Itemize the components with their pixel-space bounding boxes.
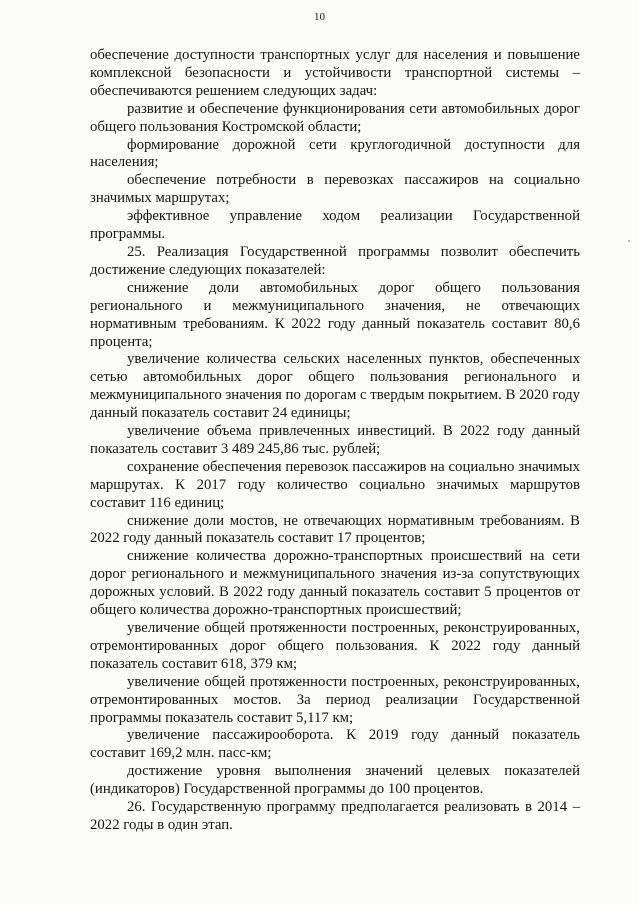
paragraph-task-3: обеспечение потребности в перевозках пассажиров на социально значимых маршрутах; [90, 172, 580, 207]
paragraph-indicator-9: увеличение пассажирооборота. К 2019 году данный показатель составит 169,2 млн. пасс-км; [90, 727, 580, 762]
paragraph-indicator-10: достижение уровня выполнения значений целевых показателей (индикаторов) Государственной программы до 100 процентов. [90, 763, 580, 798]
paragraph-task-1: развитие и обеспечение функционирования сети автомобильных дорог общего пользования Костромской области; [90, 100, 580, 135]
paragraph-indicator-3: увеличение объема привлеченных инвестиций. В 2022 году данный показатель составит 3 489 245,86 тыс. рублей; [90, 423, 580, 457]
paragraph-indicator-8: увеличение общей протяженности построенных, реконструированных, отремонтированных мостов. За период реализации Государственной программы показатель составит 5,117 км; [90, 673, 580, 726]
scan-speck [628, 240, 630, 242]
paragraph-indicator-7: увеличение общей протяженности построенных, реконструированных, отремонтированных дорог общего пользования. К 2022 году данный показатель составит 618, 379 км; [90, 620, 580, 672]
paragraph-indicator-1: снижение доли автомобильных дорог общего пользования регионального и межмуниципального значения, не отвечающих нормативным требованиям. К 2022 году данный показатель составит 80,6 процента; [90, 279, 580, 350]
document-body [90, 47, 580, 835]
paragraph-item-25: 25. Реализация Государственной программы позволит обеспечить достижение следующих показателей: [90, 243, 580, 278]
page-number: 10 [314, 11, 325, 23]
paragraph-indicator-4: сохранение обеспечения перевозок пассажиров на социально значимых маршрутах. К 2017 году количество социально значимых маршрутов составит 116 единиц; [90, 458, 580, 511]
paragraph-indicator-5: снижение доли мостов, не отвечающих нормативным требованиям. В 2022 году данный показатель составит 17 процентов; [90, 512, 580, 547]
paragraph-task-4: эффективное управление ходом реализации Государственной программы. [90, 208, 580, 243]
paragraph-indicator-2: увеличение количества сельских населенных пунктов, обеспеченных сетью автомобильных дорог общего пользования регионального и межмуниципального значения по дорогам с твердым покрытием. В 2020 году данный показатель составит 24 единицы; [90, 351, 580, 422]
paragraph-item-26: 26. Государственную программу предполагается реализовать в 2014 – 2022 годы в один этап. [90, 799, 580, 833]
paragraph-task-2: формирование дорожной сети круглогодичной доступности для населения; [90, 136, 580, 171]
paragraph-intro: обеспечение доступности транспортных услуг для населения и повышение комплексной безопасности и устойчивости транспортной системы – обеспечиваются решением следующих задач: [90, 47, 580, 99]
paragraph-indicator-6: снижение количества дорожно-транспортных происшествий на сети дорог регионального и межмуниципального значения из-за сопутствующих дорожных условий. В 2022 году данный показатель составит 5 процентов от общего количества дорожно-транспортных происшествий; [90, 548, 580, 619]
